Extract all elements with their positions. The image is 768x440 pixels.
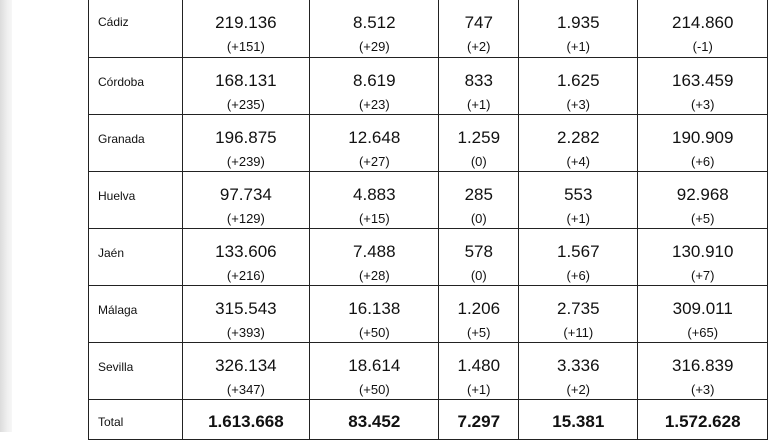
table-row <box>89 172 768 229</box>
value-cell <box>182 229 310 286</box>
value-cell <box>638 229 768 286</box>
cumulative-value: 4.883 <box>353 185 396 204</box>
daily-change: (+23) <box>358 97 390 112</box>
cumulative-value: 214.860 <box>672 13 734 32</box>
cumulative-value: 1.935 <box>557 13 600 32</box>
daily-change: (+1) <box>467 382 491 397</box>
daily-change: (+7) <box>690 268 715 283</box>
value-cell <box>519 0 638 58</box>
cumulative-value: 578 <box>464 242 493 261</box>
cumulative-value: 2.282 <box>557 128 600 147</box>
cumulative-value: 8.619 <box>353 71 396 90</box>
daily-change: (-1) <box>692 39 713 54</box>
province-name-cell: Cádiz <box>89 0 183 58</box>
value-cell <box>439 172 519 229</box>
daily-change: (+216) <box>226 268 265 283</box>
daily-change: (+1) <box>566 211 591 226</box>
value-cell <box>310 286 439 343</box>
value-cell <box>638 343 768 400</box>
cumulative-value: 12.648 <box>348 128 401 147</box>
cumulative-value: 315.543 <box>215 299 277 318</box>
total-label: Total <box>89 400 183 440</box>
cumulative-value: 219.136 <box>215 13 277 32</box>
cumulative-value: 16.138 <box>348 299 401 318</box>
total-value-cell <box>519 400 638 440</box>
value-cell <box>638 0 768 58</box>
cumulative-value: 833 <box>464 71 493 90</box>
total-value: 7.297 <box>457 412 501 431</box>
value-cell <box>182 115 310 172</box>
cumulative-value: 309.011 <box>672 299 733 318</box>
cumulative-value: 7.488 <box>353 242 396 261</box>
cumulative-value: 326.134 <box>215 356 277 375</box>
daily-change: (+29) <box>358 39 390 54</box>
daily-change: (+3) <box>690 382 715 397</box>
cumulative-value: 1.567 <box>557 242 600 261</box>
table-row <box>89 58 768 115</box>
daily-change: (0) <box>470 268 487 283</box>
daily-change: (+5) <box>467 325 491 340</box>
value-cell <box>519 58 638 115</box>
table-body <box>89 0 768 440</box>
value-cell <box>310 0 439 58</box>
total-row <box>89 400 768 440</box>
daily-change: (+239) <box>226 154 265 169</box>
cumulative-value: 1.259 <box>457 128 501 147</box>
value-cell <box>439 0 519 58</box>
table-row <box>89 229 768 286</box>
daily-change: (+3) <box>566 97 591 112</box>
covid-province-table <box>88 0 768 440</box>
cumulative-value: 18.614 <box>348 356 401 375</box>
value-cell <box>182 172 310 229</box>
cumulative-value: 2.735 <box>557 299 600 318</box>
total-value: 1.572.628 <box>664 412 741 431</box>
province-name-cell: Sevilla <box>89 343 183 400</box>
daily-change: (+6) <box>690 154 715 169</box>
daily-change: (+2) <box>467 39 491 54</box>
cumulative-value: 163.459 <box>672 71 734 90</box>
cumulative-value: 97.734 <box>219 185 272 204</box>
cumulative-value: 190.909 <box>672 128 734 147</box>
total-value: 15.381 <box>552 412 605 431</box>
value-cell <box>439 229 519 286</box>
table-row <box>89 115 768 172</box>
daily-change: (+5) <box>690 211 715 226</box>
daily-change: (+15) <box>358 211 390 226</box>
value-cell <box>519 343 638 400</box>
cumulative-value: 1.625 <box>557 71 600 90</box>
daily-change: (+27) <box>358 154 390 169</box>
cumulative-value: 8.512 <box>353 13 396 32</box>
value-cell <box>638 172 768 229</box>
value-cell <box>439 115 519 172</box>
value-cell <box>310 343 439 400</box>
value-cell <box>310 172 439 229</box>
cumulative-value: 316.839 <box>672 356 734 375</box>
daily-change: (+1) <box>467 97 491 112</box>
table-row <box>89 286 768 343</box>
value-cell <box>182 58 310 115</box>
total-value-cell <box>182 400 310 440</box>
daily-change: (+4) <box>566 154 591 169</box>
cumulative-value: 133.606 <box>215 242 277 261</box>
province-name-cell: Córdoba <box>89 58 183 115</box>
cumulative-value: 1.480 <box>457 356 501 375</box>
value-cell <box>638 286 768 343</box>
daily-change: (+50) <box>358 382 390 397</box>
cumulative-value: 747 <box>464 13 493 32</box>
cumulative-value: 130.910 <box>672 242 734 261</box>
value-cell <box>182 343 310 400</box>
province-name-cell: Jaén <box>89 229 183 286</box>
daily-change: (+6) <box>566 268 591 283</box>
value-cell <box>439 343 519 400</box>
total-value: 1.613.668 <box>208 412 284 431</box>
daily-change: (+235) <box>226 97 265 112</box>
table-row <box>89 343 768 400</box>
value-cell <box>182 286 310 343</box>
cumulative-value: 92.968 <box>676 185 729 204</box>
total-value: 83.452 <box>348 412 401 431</box>
daily-change: (+11) <box>563 325 594 340</box>
value-cell <box>310 58 439 115</box>
value-cell <box>310 229 439 286</box>
province-name-cell: Granada <box>89 115 183 172</box>
daily-change: (+129) <box>226 211 265 226</box>
value-cell <box>182 0 310 58</box>
daily-change: (+28) <box>358 268 390 283</box>
value-cell <box>519 286 638 343</box>
cumulative-value: 168.131 <box>215 71 277 90</box>
cumulative-value: 196.875 <box>215 128 277 147</box>
daily-change: (+3) <box>690 97 715 112</box>
cumulative-value: 553 <box>564 185 593 204</box>
table-row <box>89 0 768 58</box>
total-value-cell <box>439 400 519 440</box>
daily-change: (+347) <box>226 382 265 397</box>
daily-change: (+393) <box>226 325 265 340</box>
value-cell <box>519 115 638 172</box>
province-name-cell: Huelva <box>89 172 183 229</box>
total-value-cell <box>638 400 768 440</box>
viewer-left-margin <box>0 0 12 432</box>
daily-change: (+2) <box>566 382 591 397</box>
value-cell <box>638 58 768 115</box>
daily-change: (+1) <box>566 39 591 54</box>
value-cell <box>310 115 439 172</box>
daily-change: (+151) <box>226 39 265 54</box>
value-cell <box>439 286 519 343</box>
daily-change: (0) <box>470 211 487 226</box>
daily-change: (0) <box>470 154 487 169</box>
province-name-cell: Málaga <box>89 286 183 343</box>
value-cell <box>638 115 768 172</box>
value-cell <box>439 58 519 115</box>
cumulative-value: 3.336 <box>557 356 600 375</box>
cumulative-value: 1.206 <box>457 299 501 318</box>
value-cell <box>519 229 638 286</box>
value-cell <box>519 172 638 229</box>
daily-change: (+65) <box>687 325 719 340</box>
total-value-cell <box>310 400 439 440</box>
daily-change: (+50) <box>358 325 390 340</box>
cumulative-value: 285 <box>464 185 493 204</box>
